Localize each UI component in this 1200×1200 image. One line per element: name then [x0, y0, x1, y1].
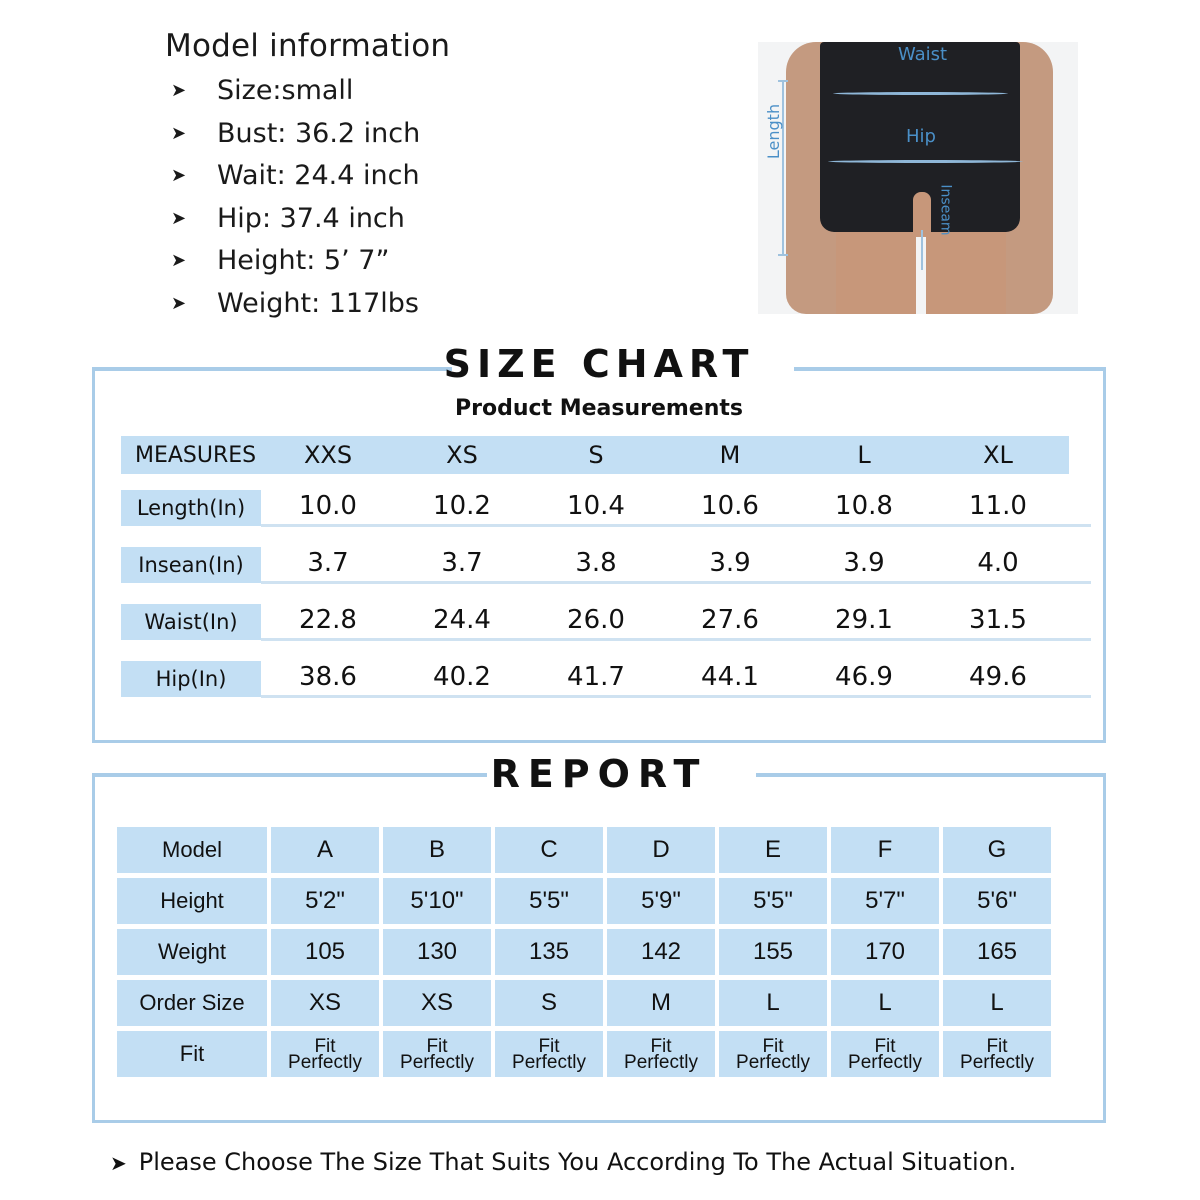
table-cell: 49.6	[969, 661, 1027, 692]
row-label: Waist(In)	[121, 604, 261, 640]
table-cell: 105	[271, 929, 379, 975]
table-cell: L	[831, 980, 939, 1026]
fit-line: Perfectly	[848, 1052, 922, 1073]
fit-line: Perfectly	[736, 1052, 810, 1073]
model-info-waist: Wait: 24.4 inch	[217, 160, 420, 191]
model-information-list	[165, 70, 450, 325]
table-cell: 10.2	[433, 490, 491, 521]
waist-label: Waist	[898, 44, 948, 65]
table-cell: 5'6"	[943, 878, 1051, 924]
fit-line: Fit	[538, 1036, 560, 1057]
arrow-bullet-icon: ➤	[171, 250, 187, 271]
header-size: XL	[983, 441, 1013, 469]
table-cell	[383, 1031, 491, 1077]
table-cell	[943, 1031, 1051, 1077]
row-label: Weight	[117, 929, 267, 975]
table-cell: M	[607, 980, 715, 1026]
table-cell: F	[831, 827, 939, 873]
hip-measure-line	[828, 160, 1023, 163]
size-chart-section	[92, 342, 1106, 743]
model-info-item	[165, 283, 450, 326]
table-cell: 155	[719, 929, 827, 975]
table-cell: 3.9	[843, 547, 885, 578]
table-cell	[719, 1031, 827, 1077]
table-cell: 5'5"	[495, 878, 603, 924]
fit-line: Fit	[986, 1036, 1008, 1057]
table-row	[121, 645, 1069, 702]
table-cell: 130	[383, 929, 491, 975]
table-cell: S	[495, 980, 603, 1026]
table-cell: 26.0	[567, 604, 625, 635]
size-chart-title: SIZE CHART	[443, 342, 755, 386]
table-cell: B	[383, 827, 491, 873]
product-photo-measurement-guide	[758, 42, 1078, 314]
inseam-measure-line	[921, 230, 923, 270]
model-info-hip: Hip: 37.4 inch	[217, 202, 405, 234]
row-label: Length(In)	[121, 490, 261, 526]
table-cell: XS	[383, 980, 491, 1026]
header-size: XS	[446, 441, 478, 469]
table-cell: XS	[271, 980, 379, 1026]
fit-line: Fit	[762, 1036, 784, 1057]
model-info-item	[165, 240, 450, 283]
table-cell: 10.8	[835, 490, 893, 521]
size-chart-subtitle: Product Measurements	[454, 396, 744, 421]
fit-line: Perfectly	[960, 1052, 1034, 1073]
arrow-bullet-icon: ➤	[171, 292, 187, 314]
table-cell: 5'9"	[607, 878, 715, 924]
table-cell: 3.7	[441, 547, 483, 578]
arrow-bullet-icon: ➤	[110, 1151, 127, 1175]
row-label: Hip(In)	[121, 661, 261, 697]
table-cell	[831, 1031, 939, 1077]
table-row	[121, 588, 1069, 645]
table-cell: G	[943, 827, 1051, 873]
table-cell: 38.6	[299, 661, 357, 692]
model-info-item	[165, 155, 450, 198]
report-section	[92, 752, 1106, 1123]
waist-measure-line	[833, 92, 1008, 95]
fit-line: Fit	[426, 1036, 448, 1057]
fit-line: Fit	[650, 1036, 672, 1057]
table-cell: 5'7"	[831, 878, 939, 924]
table-cell: 5'2"	[271, 878, 379, 924]
table-cell: D	[607, 827, 715, 873]
hip-label: Hip	[906, 126, 936, 147]
length-tick-bottom	[778, 254, 788, 256]
row-label: Insean(In)	[121, 547, 261, 583]
fit-line: Perfectly	[400, 1052, 474, 1073]
table-cell: 24.4	[433, 604, 491, 635]
table-cell: 165	[943, 929, 1051, 975]
table-row	[121, 474, 1069, 531]
table-cell: 22.8	[299, 604, 357, 635]
fit-line: Perfectly	[512, 1052, 586, 1073]
table-cell: A	[271, 827, 379, 873]
model-info-weight: Weight: 117lbs	[217, 287, 419, 319]
fit-line: Perfectly	[288, 1052, 362, 1073]
table-cell: 29.1	[835, 604, 893, 635]
model-info-item	[165, 198, 450, 241]
table-cell: 170	[831, 929, 939, 975]
row-label: Model	[117, 827, 267, 873]
fit-line: Fit	[314, 1036, 336, 1057]
table-cell: L	[943, 980, 1051, 1026]
fit-line: Fit	[874, 1036, 896, 1057]
table-cell: 4.0	[977, 547, 1019, 578]
length-label: Length	[764, 103, 784, 160]
model-info-height: Height: 5’ 7”	[217, 245, 390, 276]
inseam-label: Inseam	[937, 184, 954, 236]
length-tick-top	[778, 80, 788, 82]
report-table	[117, 827, 1051, 1077]
model-info-size: Size:small	[217, 75, 354, 106]
table-cell: 135	[495, 929, 603, 975]
table-row	[121, 531, 1069, 588]
size-chart-header-row	[121, 436, 1069, 474]
table-cell	[271, 1031, 379, 1077]
row-label: Order Size	[117, 980, 267, 1026]
header-size: XXS	[303, 441, 353, 469]
model-information	[165, 28, 450, 325]
arrow-bullet-icon: ➤	[171, 165, 187, 186]
model-info-item	[165, 113, 450, 156]
fit-line: Perfectly	[624, 1052, 698, 1073]
table-cell: 5'10"	[383, 878, 491, 924]
size-advice-note	[110, 1148, 1016, 1176]
table-cell: 11.0	[969, 490, 1027, 521]
row-label: Fit	[117, 1031, 267, 1077]
table-cell: 3.9	[709, 547, 751, 578]
table-cell: 3.7	[307, 547, 349, 578]
table-cell: 31.5	[969, 604, 1027, 635]
header-measures: MEASURES	[135, 442, 257, 468]
table-cell	[607, 1031, 715, 1077]
table-cell: 40.2	[433, 661, 491, 692]
header-size: L	[857, 441, 871, 469]
arrow-bullet-icon: ➤	[171, 207, 187, 229]
size-chart-table	[121, 436, 1069, 702]
table-cell: 41.7	[567, 661, 625, 692]
table-cell: 3.8	[575, 547, 617, 578]
model-info-item	[165, 70, 450, 113]
header-size: M	[719, 441, 741, 469]
table-cell: 142	[607, 929, 715, 975]
table-cell: 5'5"	[719, 878, 827, 924]
table-cell: 10.6	[701, 490, 759, 521]
table-cell	[495, 1031, 603, 1077]
table-cell: 10.0	[299, 490, 357, 521]
table-cell: C	[495, 827, 603, 873]
table-cell: 44.1	[701, 661, 759, 692]
header-size: S	[588, 441, 604, 469]
report-title: REPORT	[490, 752, 708, 796]
row-label: Height	[117, 878, 267, 924]
table-cell: 27.6	[701, 604, 759, 635]
arrow-bullet-icon: ➤	[171, 122, 187, 144]
arrow-bullet-icon: ➤	[171, 80, 187, 101]
table-cell: 46.9	[835, 661, 893, 692]
table-cell: 10.4	[567, 490, 625, 521]
model-information-title: Model information	[165, 28, 451, 64]
size-advice-text: Please Choose The Size That Suits You According To The Actual Situation.	[138, 1148, 1017, 1176]
table-cell: E	[719, 827, 827, 873]
table-cell: L	[719, 980, 827, 1026]
model-info-bust: Bust: 36.2 inch	[217, 117, 421, 149]
